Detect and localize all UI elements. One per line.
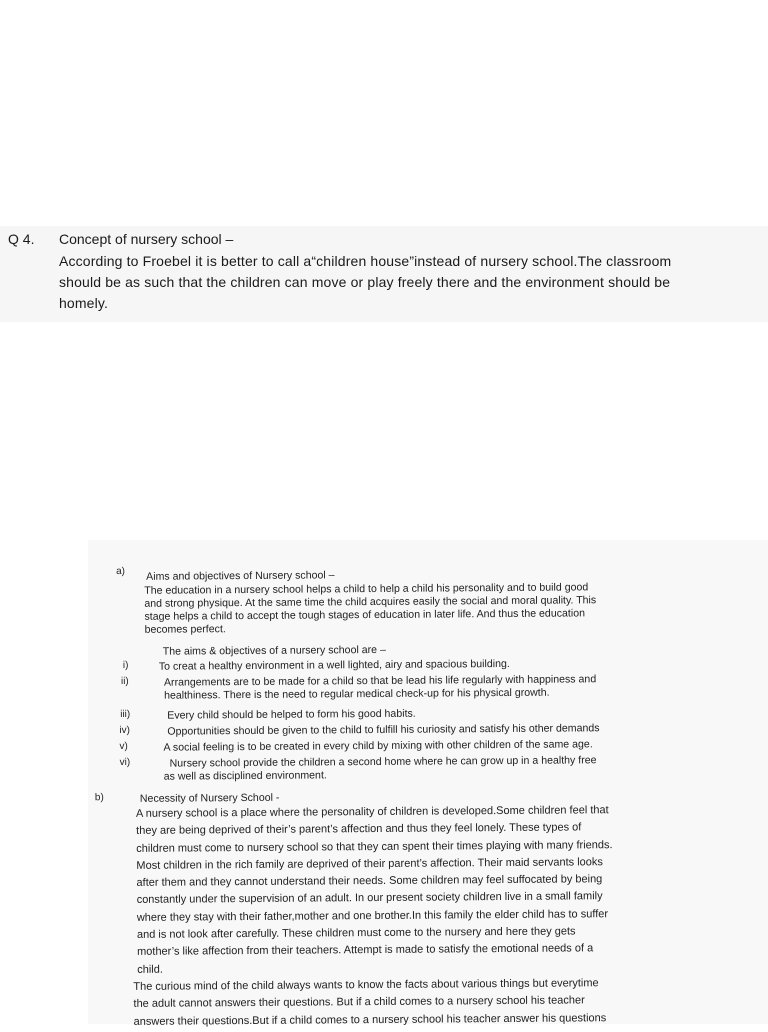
list-item: A social feeling is to be created in every child by mixing with other children of the same age. <box>163 738 593 754</box>
list-marker: ii) <box>120 675 129 687</box>
list-item <box>164 673 596 702</box>
text-line: as well as disciplined environment. <box>163 769 327 783</box>
list-marker: i) <box>122 659 129 671</box>
text-line: becomes perfect. <box>144 623 226 636</box>
text-line: after them and they cannot understand their needs. Some children may feel suffocated by being <box>136 873 603 890</box>
text-line: stage helps a child to accept the tough stages of education in later life. And thus the education <box>144 607 586 623</box>
text-line: and strong physique. At the same time the child acquires easily the social and moral quality. This <box>144 594 597 610</box>
section-a-marker: a) <box>116 565 126 578</box>
list-marker: vi) <box>119 756 131 769</box>
list-item: To creat a healthy environment in a well lighted, airy and spacious building. <box>158 657 510 673</box>
section-a-paragraph <box>144 581 596 637</box>
question-title: Concept of nursery school – <box>59 231 234 247</box>
section-a-title: Aims and objectives of Nursery school – <box>146 569 335 583</box>
text-line: answers their questions.But if a child comes to a nursery school his teacher answer his questions <box>133 1011 607 1028</box>
text-line: Nursery school provide the children a second home where he can grow up in a healthy free <box>169 754 597 770</box>
text-line: The education in a nursery school helps a child to help a child his personality and to build good <box>144 581 589 597</box>
text-line: Most children in the rich family are deprived of their parent’s affection. Their maid servants looks <box>136 856 603 872</box>
list-marker: v) <box>119 740 128 753</box>
list-item: Every child should be helped to form his good habits. <box>167 707 416 722</box>
text-line: where they stay with their father,mother and one brother.In this family the elder child has to suffer <box>136 907 609 924</box>
section-b-paragraph <box>133 802 614 1031</box>
list-item <box>164 754 597 783</box>
list-marker: iv) <box>119 724 130 737</box>
text-line: According to Froebel it is better to call a“children house”instead of nursery school.The classroom <box>59 253 672 269</box>
text-line: Arrangements are to be made for a child so that be lead his life regularly with happiness and <box>163 673 597 689</box>
text-line: the adult cannot answers their questions. But if a child comes to a nursery school his teacher <box>133 994 585 1011</box>
text-line: child. <box>137 963 163 976</box>
text-line: constantly under the supervision of an adult. In our present society children live in a small family <box>136 890 603 907</box>
text-line: A nursery school is a place where the personality of children is developed.Some children feel that <box>135 804 609 820</box>
question-number: Q 4. <box>8 231 35 247</box>
list-item: Opportunities should be given to the child to fulfill his curiosity and satisfy his other demands <box>167 722 600 738</box>
text-line: and is not look after carefully. These children must come to the nursery and here they gets <box>136 925 576 941</box>
aims-heading: The aims & objectives of a nursery school are – <box>162 643 386 658</box>
text-line: homely. <box>59 295 109 311</box>
text-line: should be as such that the children can move or play freely there and the environment should be <box>59 274 671 290</box>
text-line: children must come to nursery school so that they can spent their times playing with many friends. <box>136 838 613 855</box>
list-marker: iii) <box>120 708 131 721</box>
text-line: healthiness. There is the need to regular medical check-up for his physical growth. <box>164 686 550 702</box>
text-line: The curious mind of the child always wants to know the facts about various things but everytime <box>133 977 599 993</box>
text-line: they are being deprived of their’s parent’s affection and thus they feel lonely. These types of <box>136 821 582 838</box>
section-b-marker: b) <box>94 792 104 804</box>
text-line: mother’s like affection from their teachers. Attempt is made to satisfy the emotional needs of a <box>137 942 594 959</box>
section-b-title: Necessity of Nursery School - <box>139 791 280 805</box>
